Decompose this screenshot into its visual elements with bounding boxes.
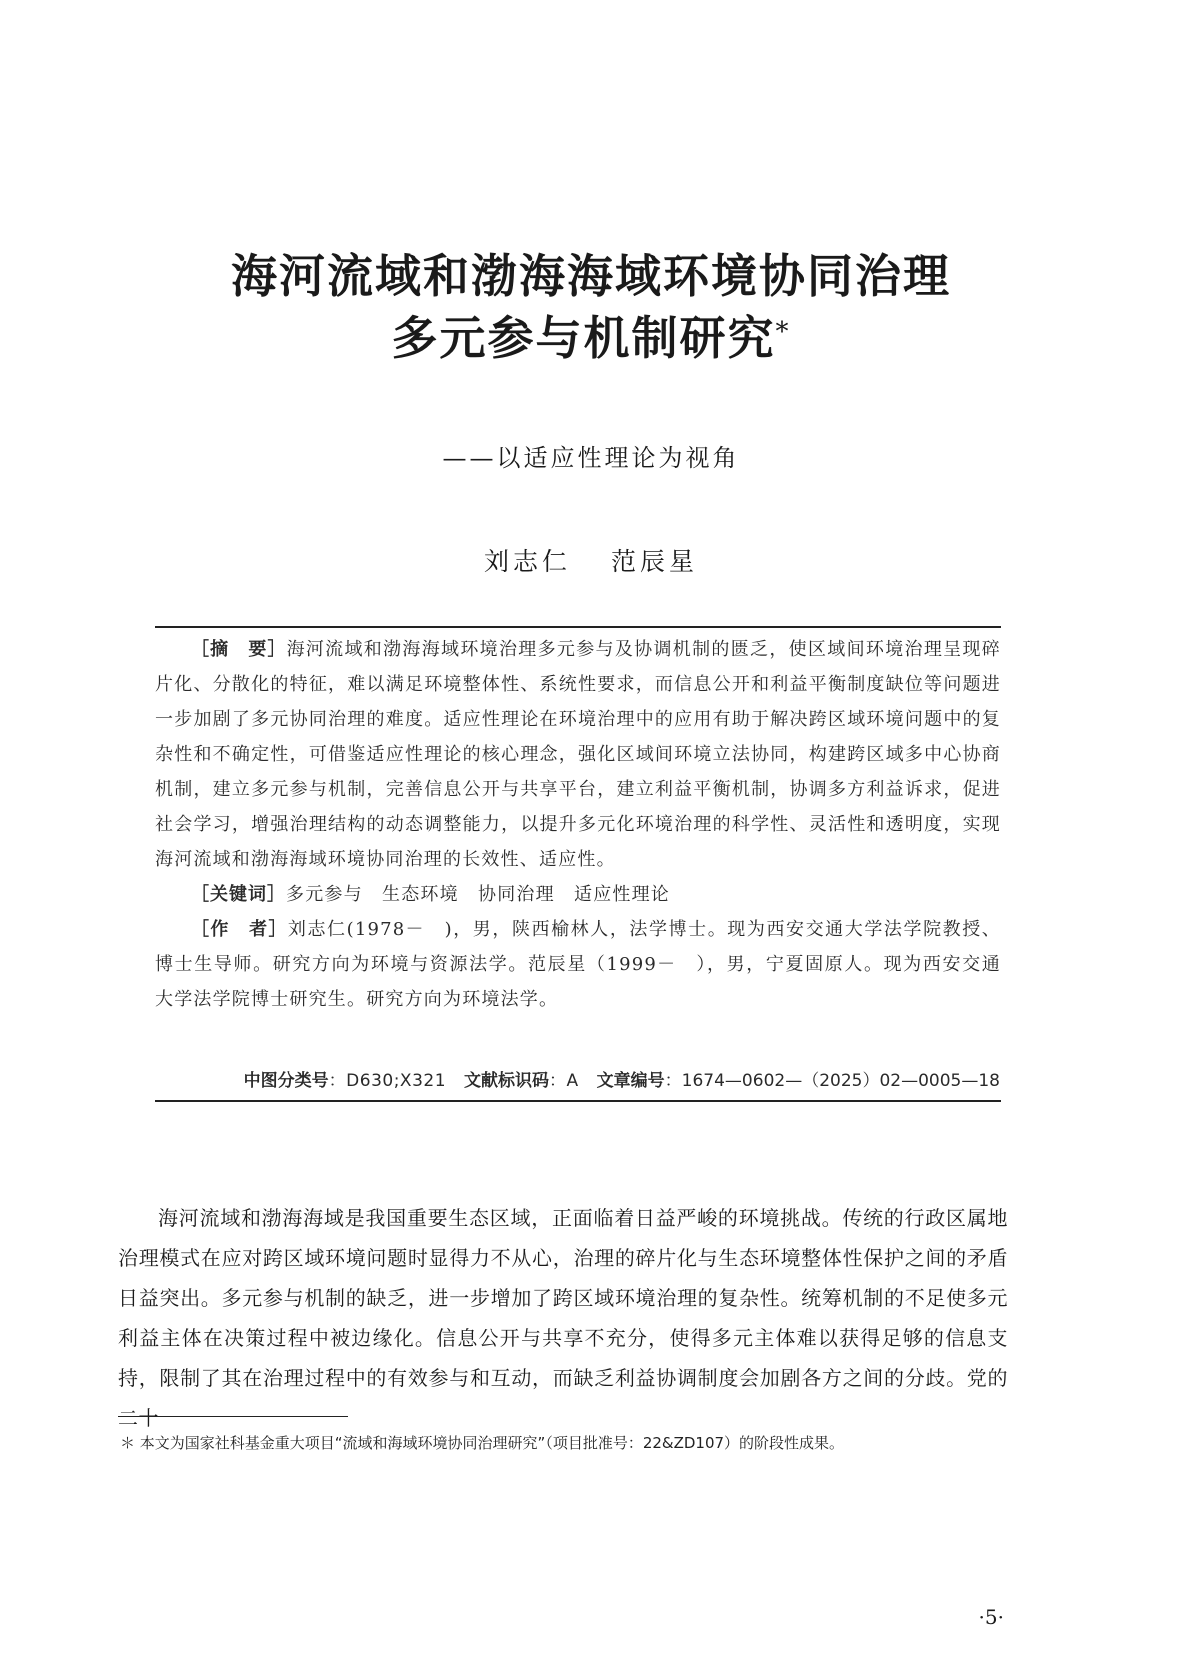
classification-line <box>0 1066 1000 1091</box>
abstract-top-rule <box>155 626 1001 628</box>
article-title-line-1: 海河流域和渤海海域环境协同治理 <box>231 249 951 303</box>
article-subtitle: ——以适应性理论为视角 <box>442 444 740 472</box>
keywords-label: ［关键词］ <box>191 884 286 905</box>
doc-code-label: 文献标识码 <box>464 1071 550 1091</box>
title-footnote-mark: * <box>775 317 791 347</box>
author-name: 范辰星 <box>611 547 699 576</box>
author-line <box>0 542 1182 578</box>
author-name: 刘志仁 <box>483 547 571 576</box>
clc-value: ：D630;X321 <box>328 1071 447 1091</box>
abstract-text: 海河流域和渤海海域环境治理多元参与及协调机制的匮乏，使区域间环境治理呈现碎片化、分散化的特征，难以满足环境整体性、系统性要求，而信息公开和利益平衡制度缺位等问题进一步加剧了多元协同治理的难度。适应性理论在环境治理中的应用有助于解决跨区域环境问题中的复杂性和不确定性，可借鉴适应性理论的核心理念，强化区域间环境立法协同，构建跨区域多中心协商机制，建立多元参与机制，完善信息公开与共享平台，建立利益平衡机制，协调多方利益诉求，促进社会学习，增强治理结构的动态调整能力，以提升多元化环境治理的科学性、灵活性和透明度，实现海河流域和渤海海域环境协同治理的长效性、适应性。 <box>155 639 1001 870</box>
body-paragraph: 海河流域和渤海海域是我国重要生态区域，正面临着日益严峻的环境挑战。传统的行政区属地治理模式在应对跨区域环境问题时显得力不从心，治理的碎片化与生态环境整体性保护之间的矛盾日益突出。多元参与机制的缺乏，进一步增加了跨区域环境治理的复杂性。统筹机制的不足使多元利益主体在决策过程中被边缘化。信息公开与共享不充分，使得多元主体难以获得足够的信息支持，限制了其在治理过程中的有效参与和互动，而缺乏利益协调制度会加剧各方之间的分歧。党的二十 <box>118 1206 1008 1430</box>
article-number-value: ：1674—0602—（2025）02—0005—18 <box>664 1071 1000 1091</box>
author-info-label: ［作 者］ <box>191 919 288 940</box>
footnote-rule <box>118 1416 348 1417</box>
article-title-line-2 <box>0 310 1182 366</box>
footnote: ＊ 本文为国家社科基金重大项目“流域和海域环境协同治理研究”（项目批准号：22&ZD107）的阶段性成果。 <box>120 1434 845 1452</box>
page-number: ·5· <box>978 1605 1004 1629</box>
keywords-text: 多元参与 生态环境 协同治理 适应性理论 <box>286 884 670 905</box>
abstract-paragraph <box>155 632 1001 877</box>
author-info-text: 刘志仁(1978－ )，男，陕西榆林人，法学博士。现为西安交通大学法学院教授、博士生导师。研究方向为环境与资源法学。范辰星（1999－ ），男，宁夏固原人。现为西安交通大学法学院博士研究生。研究方向为环境法学。 <box>155 919 1001 1010</box>
article-title-text: 多元参与机制研究 <box>391 311 776 365</box>
doc-code-value: ：A <box>549 1071 579 1091</box>
clc-label: 中图分类号 <box>243 1071 329 1091</box>
keywords-paragraph <box>155 877 1001 912</box>
abstract-block <box>155 632 1001 1017</box>
article-number-label: 文章编号 <box>596 1071 665 1091</box>
abstract-label: ［摘 要］ <box>191 639 287 660</box>
author-info-paragraph <box>155 912 1001 1017</box>
abstract-bottom-rule <box>155 1100 1001 1102</box>
